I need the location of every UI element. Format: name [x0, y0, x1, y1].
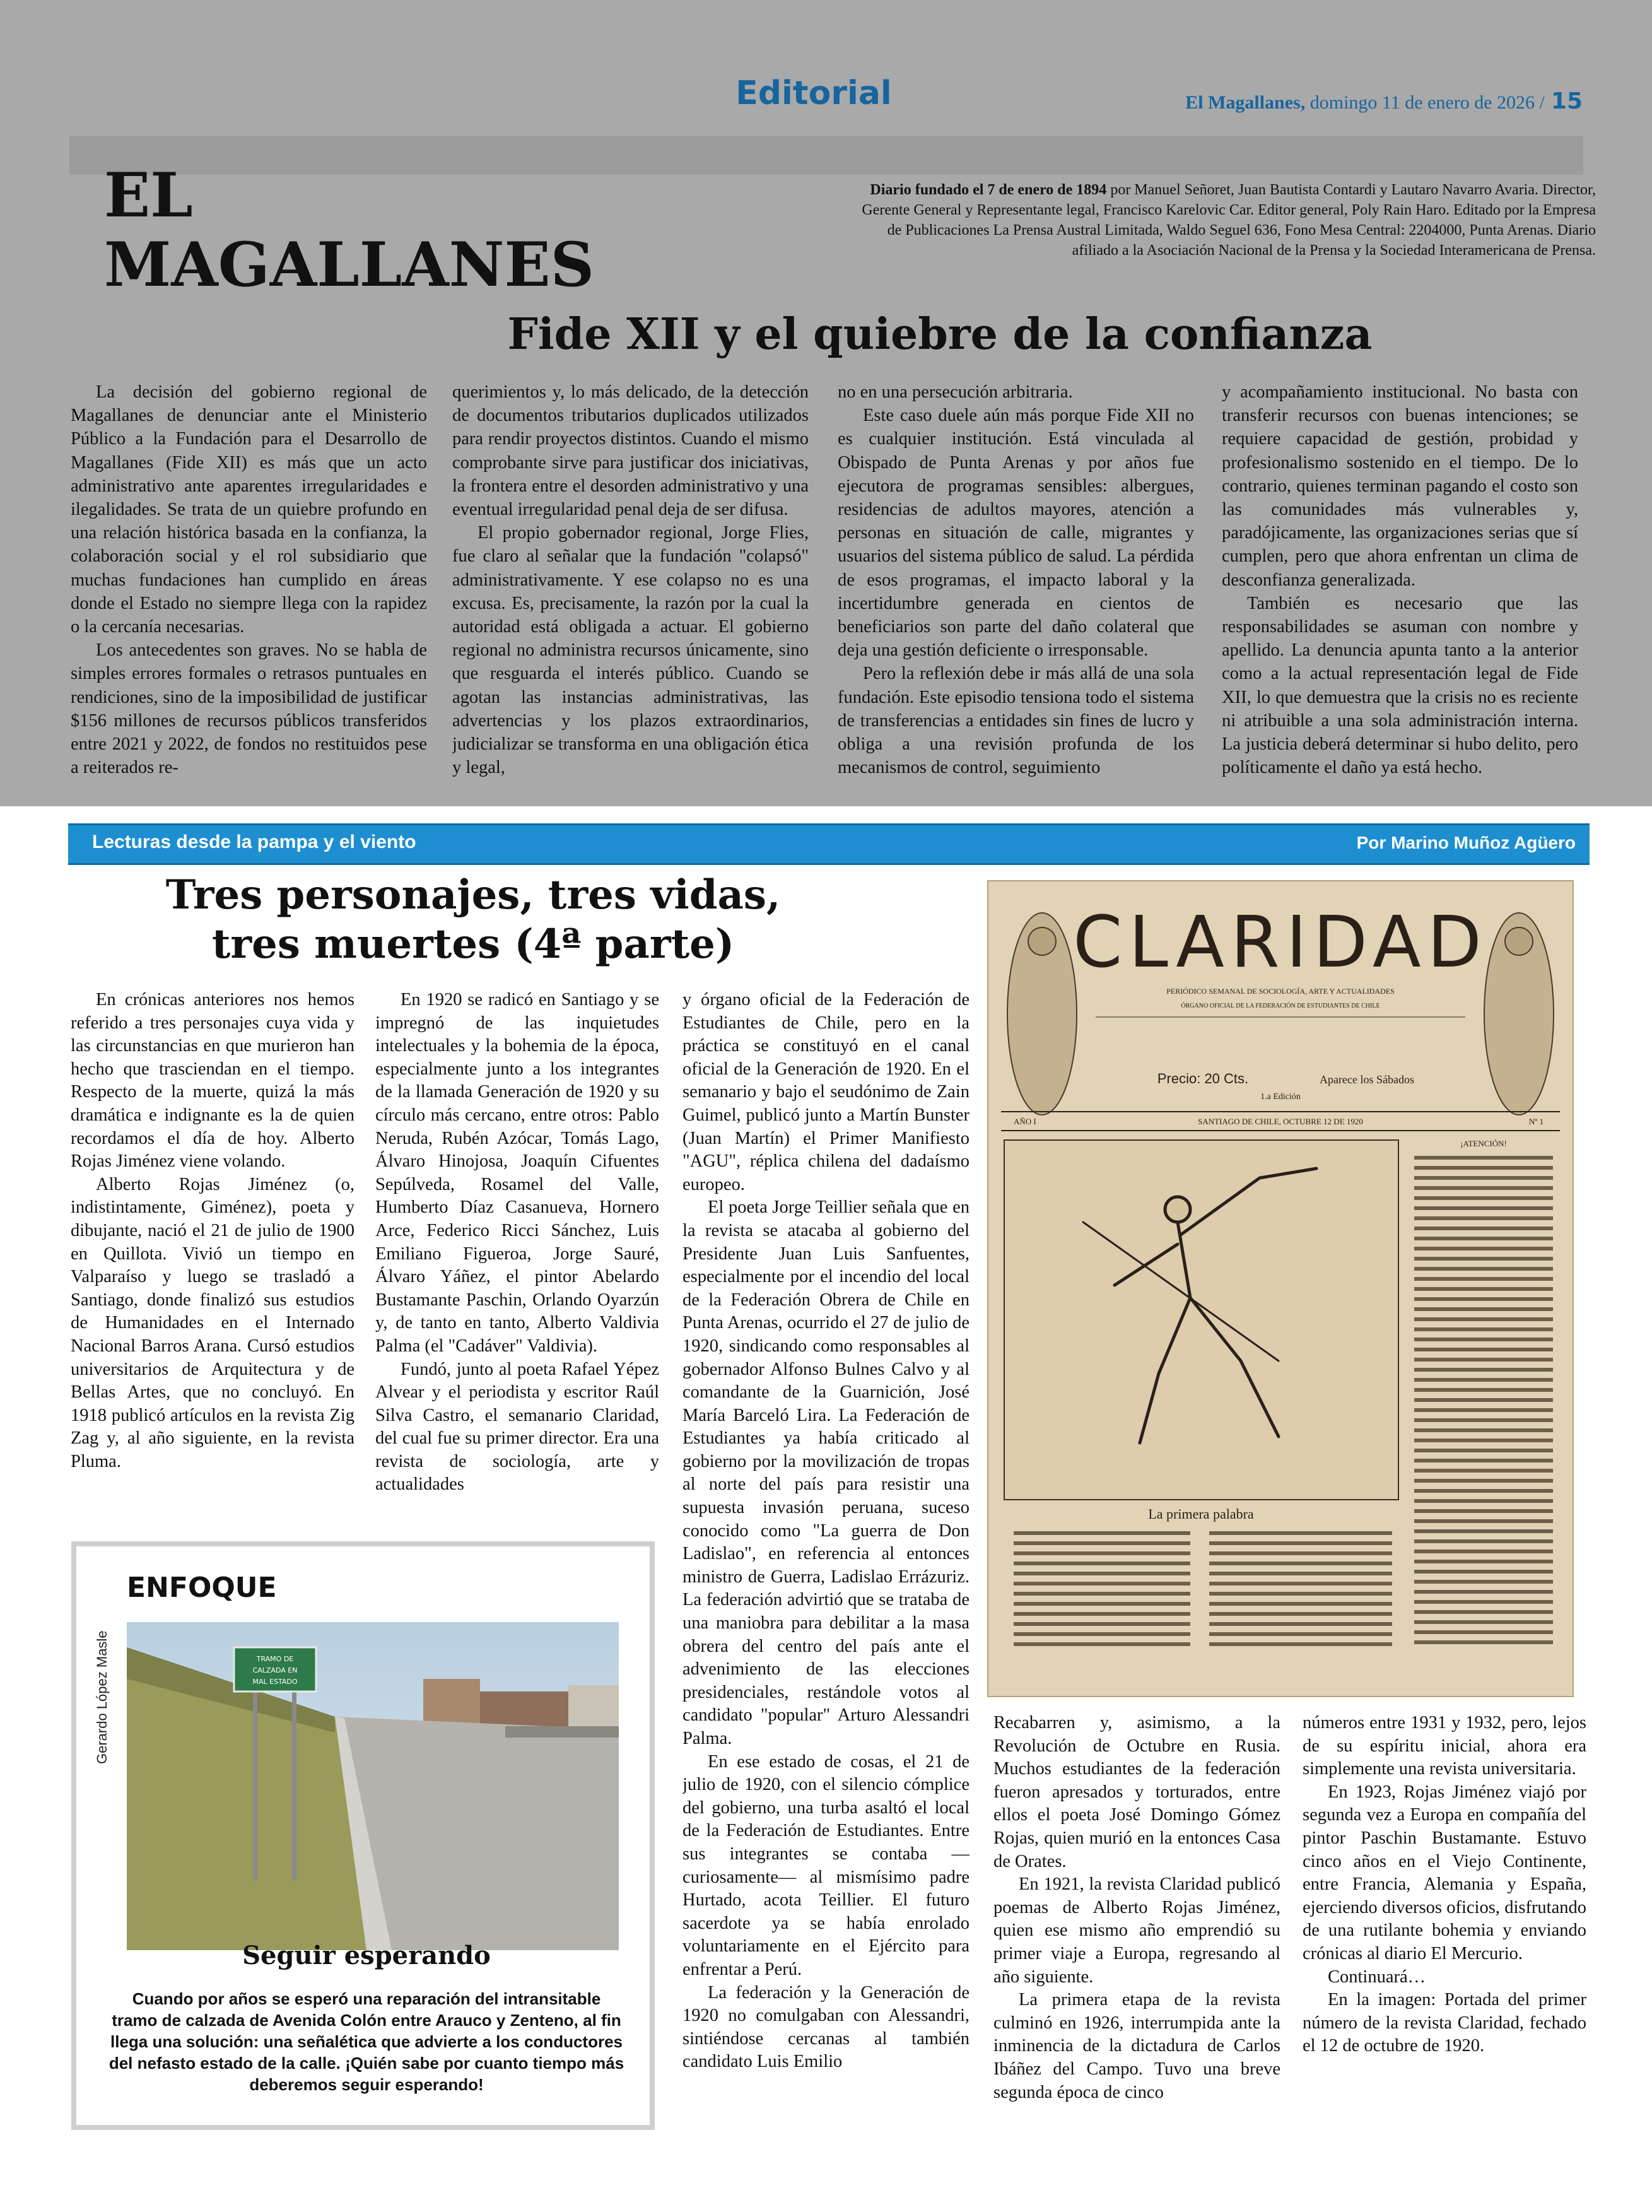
feature-paragraph: y órgano oficial de la Federación de Estudiantes de Chile, pero en la práctica se constituyó en el canal oficial de la Generación de 1920. En el semanario y bajo el seudónimo de Zain Guimel, publicó junto a Martín Bunster (Juan Martín) el Primer Manifiesto "AGU", réplica chilena del dadaísmo europeo.: [682, 990, 970, 1194]
feature-column-5: [1303, 1712, 1586, 2131]
feature-paragraph: En 1920 se radicó en Santiago y se impregnó de las inquietudes intelectuales y la bohemia de la época, especialmente junto a los integrantes de la llamada Generación de 1920 y su círculo más cercano, entre otros: Pablo Neruda, Rubén Azócar, Tomás Lago, Álvaro Hinojosa, Joaquín Cifuentes Sepúlveda, Rosamel del Valle, Humberto Díaz Casanueva, Hornero Arce, Federico Ricci Sánchez, Luis Emiliano Figueroa, Jorge Sauré, Álvaro Yáñez, el pintor Abelardo Bustamante Paschin, Orlando Oyarzún y, de tanto en tanto, Alberto Valdivia Palma (el "Cadáver" Valdivia).: [375, 990, 659, 1356]
editorial-paragraph: querimientos y, lo más delicado, de la detección de documentos tributarios duplicados utilizados para rendir proyectos distintos. Cuando el mismo comprobante sirve para justificar dos iniciativas, la frontera entre el desorden administrativo y una eventual irregularidad penal deja de ser difusa.: [452, 382, 809, 520]
folio-date: domingo 11 de enero de 2026: [1309, 92, 1535, 113]
sign-post: [292, 1673, 296, 1881]
column-author: Por Marino Muñoz Agüero: [1356, 833, 1576, 852]
street-photo: [127, 1622, 619, 1950]
editorial-paragraph: Los antecedentes son graves. No se habla de simples errores formales o retrasos puntuales en rendiciones, sino de la imposibilidad de justificar $156 millones de recursos públicos transferidos entre 2021 y 2022, de fondos no restituidos pese a reiterados re-: [71, 640, 427, 778]
feature-paragraph: La primera etapa de la revista culminó en 1926, interrumpida ante la inminencia de la dictadura de Carlos Ibáñez del Campo. Tuvo una breve segunda época de cinco: [993, 1990, 1280, 2102]
cover-left-figures: [1007, 913, 1077, 1115]
editorial-paragraph: no en una persecución arbitraria.: [838, 382, 1073, 402]
feature-paragraph: Fundó, junto al poeta Rafael Yépez Alvear y el periodista y escritor Raúl Silva Castro, el semanario Claridad, del cual fue su primer director. Era una revista de sociología, arte y actualidades: [375, 1359, 659, 1495]
cover-issue: Nº 1: [1528, 1117, 1544, 1126]
editorial-paragraph: y acompañamiento institucional. No basta con transferir recursos con buenas intenciones; se requiere capacidad de gestión, probidad y profesionalismo sostenido en el tiempo. De lo contrario, quienes terminan pagando el costo son las comunidades más vulnerables y, paradójicamente, las organizaciones serias que sí cumplen, pero que ahora enfrentan un clima de desconfianza generalizada.: [1222, 382, 1578, 590]
founding-note-bold: Diario fundado el 7 de enero de 1894: [870, 182, 1107, 198]
folio: [1185, 88, 1583, 114]
enfoque-caption: Cuando por años se esperó una reparación del intransitable tramo de calzada de Avenida Colón entre Arauco y Zenteno, al fin llega una solución: una señalética que advierte a los conductores del nefasto estado de la calle. ¡Quién sabe por cuanto tiempo más deberemos seguir esperando!: [108, 1989, 624, 2094]
editorial-paragraph: El propio gobernador regional, Jorge Flies, fue claro al señalar que la fundación "colapsó" administrativamente. Y ese colapso no es una excusa. Es, precisamente, la razón por la cual la autoridad está obligada a actuar. El gobierno regional no administra recursos únicamente, sino que resguarda el interés público. Cuando se agotan las instancias administrativas, las advertencias y los plazos extraordinarios, judicializar se transforma en una obligación ética y legal,: [452, 523, 809, 778]
editorial-paragraph: Este caso duele aún más porque Fide XII no es cualquier institución. Está vinculada al Obispado de Punta Arenas y por años fue ejecutora de programas sensibles: albergues, residencias de adultos mayores, atención a personas en situación de calle, migrantes y usuarios del sistema público de salud. La pérdida de esos programas, el impacto laboral y la incertidumbre generada en cientos de beneficiarios son parte del daño colateral que deja una gestión deficiente o irresponsable.: [838, 406, 1194, 661]
feature-paragraph: En 1921, la revista Claridad publicó poemas de Alberto Rojas Jiménez, quien ese mismo año emprendió su primer viaje a Europa, regresando al año siguiente.: [993, 1874, 1280, 1987]
claridad-cover-image: [987, 880, 1574, 1697]
feature-paragraph: En ese estado de cosas, el 21 de julio de 1920, con el silencio cómplice del gobierno, una turba asaltó el local de la Federación de Estudiantes. Entre sus integrantes se contaba —curiosamente— al mismísimo padre Hurtado, acota Teillier. El futuro sacerdote ya se había enrolado voluntariamente en el Ejército para enfrentar a Perú.: [682, 1751, 970, 1979]
road-sign-text: TRAMO DE: [256, 1655, 294, 1663]
sign-post: [253, 1673, 257, 1881]
editorial-column-1: [71, 380, 427, 800]
masthead-line1: EL: [104, 160, 193, 231]
cover-illustration-title: La primera palabra: [1148, 1506, 1254, 1522]
editorial-column-3: [838, 380, 1194, 800]
enfoque-box: [71, 1541, 655, 2130]
feature-paragraph: En crónicas anteriores nos hemos referido a tres personajes cuya vida y las circunstancias en que murieron han hecho que trasciendan en el tiempo. Respecto de la muerte, quizá la más dramática e indignante es la de quien recordamos el día de hoy. Alberto Rojas Jiménez viene volando.: [71, 990, 354, 1172]
cover-organ: ÓRGANO OFICIAL DE LA FEDERACIÓN DE ESTUDIANTES DE CHILE: [1181, 1003, 1380, 1009]
cover-masthead: CLARIDAD: [1073, 902, 1488, 984]
feature-paragraph: En 1923, Rojas Jiménez viajó por segunda vez a Europa en compañía del pintor Paschin Bustamante. Estuvo cinco años en el Viejo Continente, entre Francia, Alemania y España, ejerciendo diversos oficios, disfrutando de una rutilante bohemia y enviando crónicas al diario El Mercurio.: [1303, 1782, 1586, 1963]
cover-appears: Aparece los Sábados: [1320, 1073, 1414, 1086]
photo-credit: Gerardo López Masle: [94, 1630, 110, 1764]
feature-column-4: [993, 1712, 1280, 2131]
feature-paragraph: Alberto Rojas Jiménez (o, indistintamente, Giménez), poeta y dibujante, nació el 21 de julio de 1900 en Quillota. Vivió un tiempo en Valparaíso y luego se trasladó a Santiago, donde finalizó sus estudios de Humanidades en el Internado Nacional Barros Arana. Cursó estudios universitarios de Arquitectura y de Bellas Artes, que no concluyó. En 1918 publicó artículos en la revista Zig Zag y, al año siguiente, en la revista Pluma.: [71, 1174, 354, 1471]
cover-side-text: [1414, 1156, 1553, 1644]
founding-note: [845, 180, 1596, 261]
claridad-cover: [988, 881, 1573, 1696]
founding-note-rest: por Manuel Señoret, Juan Bautista Contardi y Lautaro Navarro Avaria. Director, Gerente General y Representante legal, Francisco Karelovic Car. Editor general, Poly Rain Haro. Editado por la Empresa de Publicaciones La Prensa Austral Limitada, Waldo Seguel 636, Fono Mesa Central: 2204000, Punta Arenas. Diario afiliado a la Asociación Nacional de la Prensa y la Sociedad Interamericana de Prensa.: [862, 182, 1596, 259]
road-sign-text: MAL ESTADO: [252, 1678, 298, 1686]
feature-column-2: [375, 989, 659, 1525]
feature-paragraph: Continuará…: [1328, 1967, 1426, 1987]
feature-title-line1: Tres personajes, tres vidas,: [165, 871, 781, 919]
cover-side-heading: ¡ATENCIÓN!: [1460, 1139, 1507, 1148]
section-name: Editorial: [735, 74, 892, 112]
feature-column-1: [71, 989, 354, 1525]
cover-dateline: SANTIAGO DE CHILE, OCTUBRE 12 DE 1920: [1198, 1117, 1363, 1126]
editorial-title: Fide XII y el quiebre de la confianza: [507, 309, 1373, 360]
feature-paragraph: Recabarren y, asimismo, a la Revolución de Octubre en Rusia. Muchos estudiantes de la federación fueron apresados y torturados, entre ellos el poeta José Domingo Gómez Rojas, quien murió en la entonces Casa de Orates.: [993, 1713, 1280, 1871]
cover-right-figures: [1484, 913, 1554, 1115]
page-number: 15: [1550, 88, 1583, 114]
enfoque-label: ENFOQUE: [127, 1572, 277, 1604]
feature-paragraph: En la imagen: Portada del primer número de la revista Claridad, fechado el 12 de octubre de 1920.: [1303, 1990, 1586, 2056]
editorial-paragraph: También es necesario que las responsabilidades se asuman con nombre y apellido. La denuncia apunta tanto a la anterior como a la actual representación legal de Fide XII, lo que demuestra que la crisis no es reciente ni atribuible a una sola administración interna. La justicia deberá determinar si hubo delito, pero políticamente el daño ya está hecho.: [1222, 593, 1578, 778]
editorial-column-2: [452, 380, 809, 800]
masthead: [104, 160, 594, 300]
column-band: [68, 823, 1590, 865]
editorial-paragraph: La decisión del gobierno regional de Magallanes de denunciar ante el Ministerio Público a la Fundación para el Desarrollo de Magallanes (Fide XII) es más que un acto administrativo ante aparentes irregularidades e ilegalidades. Se trata de un quiebre profundo en una relación histórica basada en la confianza, la colaboración social y el rol subsidiario que muchas fundaciones han cumplido en áreas donde el Estado no siempre llega con la rapidez o la cercanía necesarias.: [71, 382, 427, 637]
editorial-column-4: [1222, 380, 1578, 800]
folio-paper: El Magallanes,: [1185, 92, 1306, 113]
road-sign-text: CALZADA EN: [252, 1666, 298, 1674]
cover-price: Precio: 20 Cts.: [1157, 1071, 1249, 1086]
feature-paragraph: La federación y la Generación de 1920 no comulgaban con Alessandri, sintiéndose cercanas al también candidato Luis Emilio: [682, 1982, 970, 2072]
feature-column-3: [682, 989, 970, 2131]
feature-paragraph: números entre 1931 y 1932, pero, lejos de su espíritu inicial, ahora era simplemente una revista universitaria.: [1303, 1713, 1586, 1779]
page-header: [0, 0, 1652, 145]
editorial-paragraph: Pero la reflexión debe ir más allá de una sola fundación. Este episodio tensiona todo el sistema de transferencias a entidades sin fines de lucro y obliga a una revisión profunda de los mecanismos de control, seguimiento: [838, 664, 1194, 778]
photo-curb: [505, 1726, 619, 1738]
enfoque-title: Seguir esperando: [242, 1941, 491, 1970]
cover-illustration-frame: [1004, 1140, 1398, 1500]
folio-separator: /: [1539, 92, 1545, 113]
masthead-line2: MAGALLANES: [104, 229, 594, 300]
column-name: Lecturas desde la pampa y el viento: [92, 832, 416, 852]
cover-year: AÑO I: [1014, 1117, 1036, 1126]
cover-subtitle: PERIÓDICO SEMANAL DE SOCIOLOGÍA, ARTE Y ACTUALIDADES: [1166, 987, 1395, 996]
feature-title: [69, 871, 877, 969]
feature-paragraph: El poeta Jorge Teillier señala que en la revista se atacaba al gobierno del Presidente Juan Luis Sanfuentes, especialmente por el incendio del local de la Federación Obrera de Chile en Punta Arenas, ocurrido el 27 de julio de 1920, sindicando como responsables al gobernador Alfonso Bulnes Calvo y al comandante de la Guarnición, José María Barceló Lira. La Federación de Estudiantes ya había criticado al gobierno por la movilización de tropas al norte del país para resistir una supuesta invasión peruana, suceso conocido como "La guerra de Don Ladislao", en referencia al entonces ministro de Guerra, Ladislao Errázuriz. La federación advirtió que se trataba de una maniobra para debilitar a la masa obrera del centro del país ante el advenimiento de las elecciones presidenciales, restándole votos al candidato "popular" Arturo Alessandri Palma.: [682, 1197, 970, 1748]
feature-title-line2: tres muertes (4ª parte): [211, 921, 735, 968]
cover-edition: 1.a Edición: [1260, 1092, 1301, 1102]
